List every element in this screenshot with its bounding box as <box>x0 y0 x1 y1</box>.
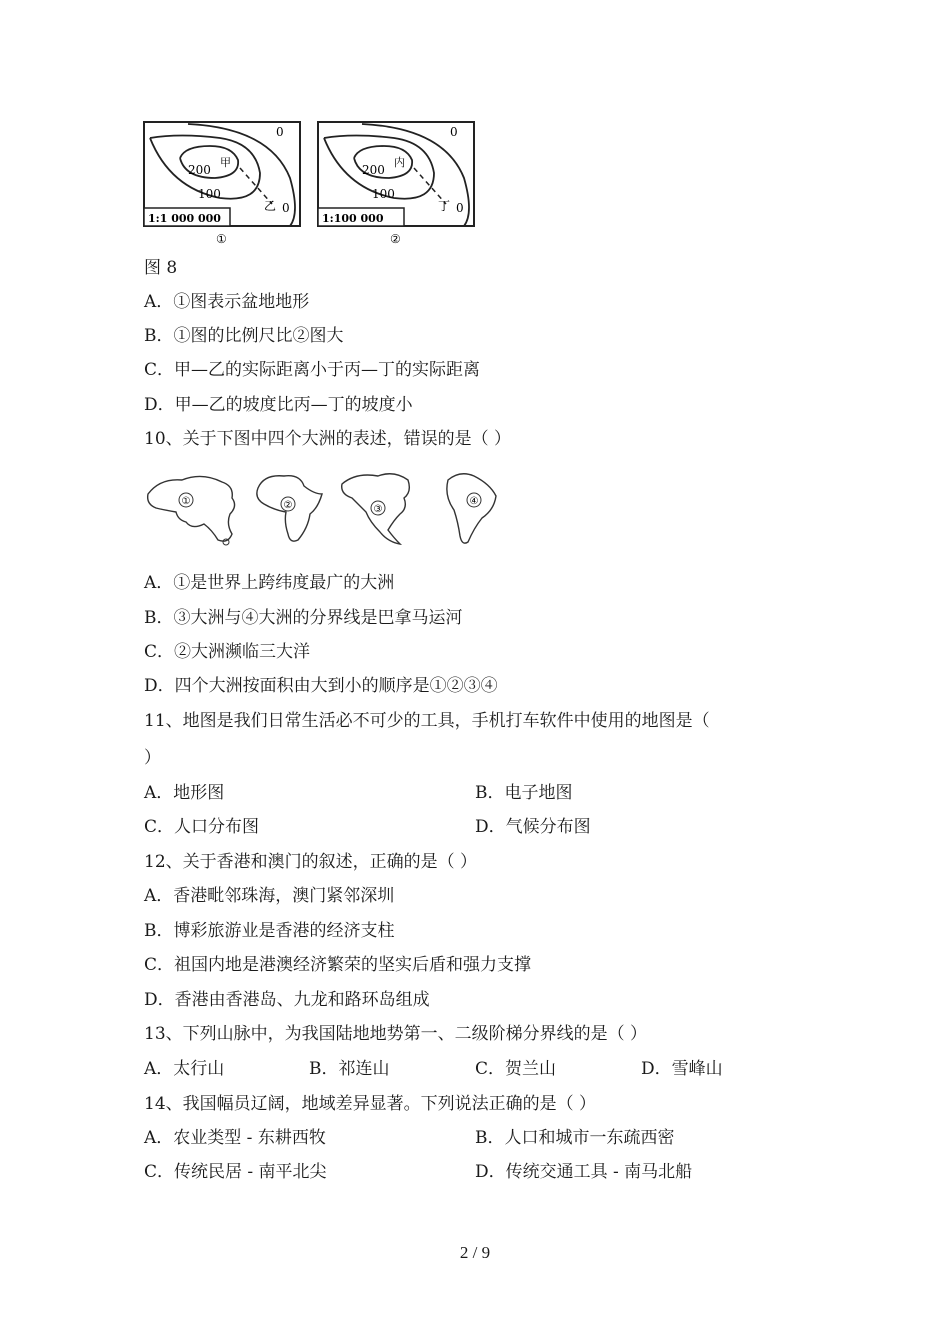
q12-stem: 12、关于香港和澳门的叙述，正确的是（ ） <box>144 852 478 872</box>
contour-label: 200 <box>188 163 211 177</box>
q13-stem: 13、下列山脉中，为我国陆地地势第一、二级阶梯分界线的是（ ） <box>144 1024 648 1044</box>
q14-option-b: B．人口和城市一东疏西密 <box>475 1128 675 1148</box>
continent-map-north-america <box>342 474 410 544</box>
figure-caption: 图 8 <box>144 258 178 278</box>
map-number: ④ <box>469 496 479 507</box>
q12-option-c: C．祖国内地是港澳经济繁荣的坚实后盾和强力支撑 <box>144 955 532 975</box>
q11-stem-close: ） <box>144 748 161 768</box>
contour-label: 0 <box>276 125 284 139</box>
q13-option-a: A．太行山 <box>144 1059 225 1079</box>
point-label: 乙 <box>264 199 277 213</box>
continent-maps <box>142 464 512 552</box>
q11-stem: 11、地图是我们日常生活必不可少的工具，手机打车软件中使用的地图是（ <box>144 711 710 731</box>
q10-option-c: C．②大洲濒临三大洋 <box>144 642 311 662</box>
q11-option-c: C．人口分布图 <box>144 817 260 837</box>
scale-label: 1:100 000 <box>322 212 384 225</box>
point-label: 内 <box>394 156 405 169</box>
contour-label: 100 <box>372 187 395 201</box>
map-number: ③ <box>373 504 383 515</box>
q12-option-b: B．博彩旅游业是香港的经济支柱 <box>144 921 395 941</box>
contour-label: 200 <box>362 163 385 177</box>
map-number: ② <box>283 500 293 511</box>
q13-option-d: D．雪峰山 <box>641 1059 723 1079</box>
q12-option-d: D．香港由香港岛、九龙和路环岛组成 <box>144 990 430 1010</box>
page-number: 2 / 9 <box>459 1243 491 1262</box>
contour-map-1 <box>144 122 300 246</box>
q11-option-a: A．地形图 <box>144 783 225 803</box>
q13-option-b: B．祁连山 <box>309 1059 390 1079</box>
q10-option-d: D．四个大洲按面积由大到小的顺序是①②③④ <box>144 676 498 696</box>
point-label: 甲 <box>220 156 231 169</box>
q12-option-a: A．香港毗邻珠海，澳门紧邻深圳 <box>144 886 395 906</box>
map-number: ① <box>181 496 191 507</box>
q14-stem: 14、我国幅员辽阔，地域差异显著。下列说法正确的是（ ） <box>144 1094 597 1114</box>
scale-label: 1:1 000 000 <box>148 212 221 225</box>
q11-option-b: B．电子地图 <box>475 783 573 803</box>
continent-map-africa <box>257 476 322 541</box>
point-label: 丁 <box>438 199 451 213</box>
q9-option-a: A．①图表示盆地地形 <box>144 292 310 312</box>
map-number: ② <box>390 232 401 246</box>
q9-option-c: C．甲—乙的实际距离小于丙—丁的实际距离 <box>144 360 481 380</box>
q14-option-a: A．农业类型 - 东耕西牧 <box>144 1128 326 1148</box>
contour-label: 0 <box>282 201 290 215</box>
continent-map-asia <box>148 476 235 545</box>
contour-map-2 <box>318 122 474 246</box>
q9-option-b: B．①图的比例尺比②图大 <box>144 326 344 346</box>
q11-option-d: D．气候分布图 <box>475 817 591 837</box>
q9-option-d: D．甲—乙的坡度比丙—丁的坡度小 <box>144 395 413 415</box>
q10-option-b: B．③大洲与④大洲的分界线是巴拿马运河 <box>144 608 463 628</box>
figure-8-contour-maps <box>140 118 480 248</box>
q10-option-a: A．①是世界上跨纬度最广的大洲 <box>144 573 395 593</box>
q10-stem: 10、关于下图中四个大洲的表述，错误的是（ ） <box>144 429 512 449</box>
q14-option-c: C．传统民居 - 南平北尖 <box>144 1162 327 1182</box>
continent-map-south-america <box>447 474 496 543</box>
map-number: ① <box>216 232 227 246</box>
contour-label: 100 <box>198 187 221 201</box>
contour-label: 0 <box>450 125 458 139</box>
q14-option-d: D．传统交通工具 - 南马北船 <box>475 1162 693 1182</box>
contour-label: 0 <box>456 201 464 215</box>
q13-option-c: C．贺兰山 <box>475 1059 557 1079</box>
